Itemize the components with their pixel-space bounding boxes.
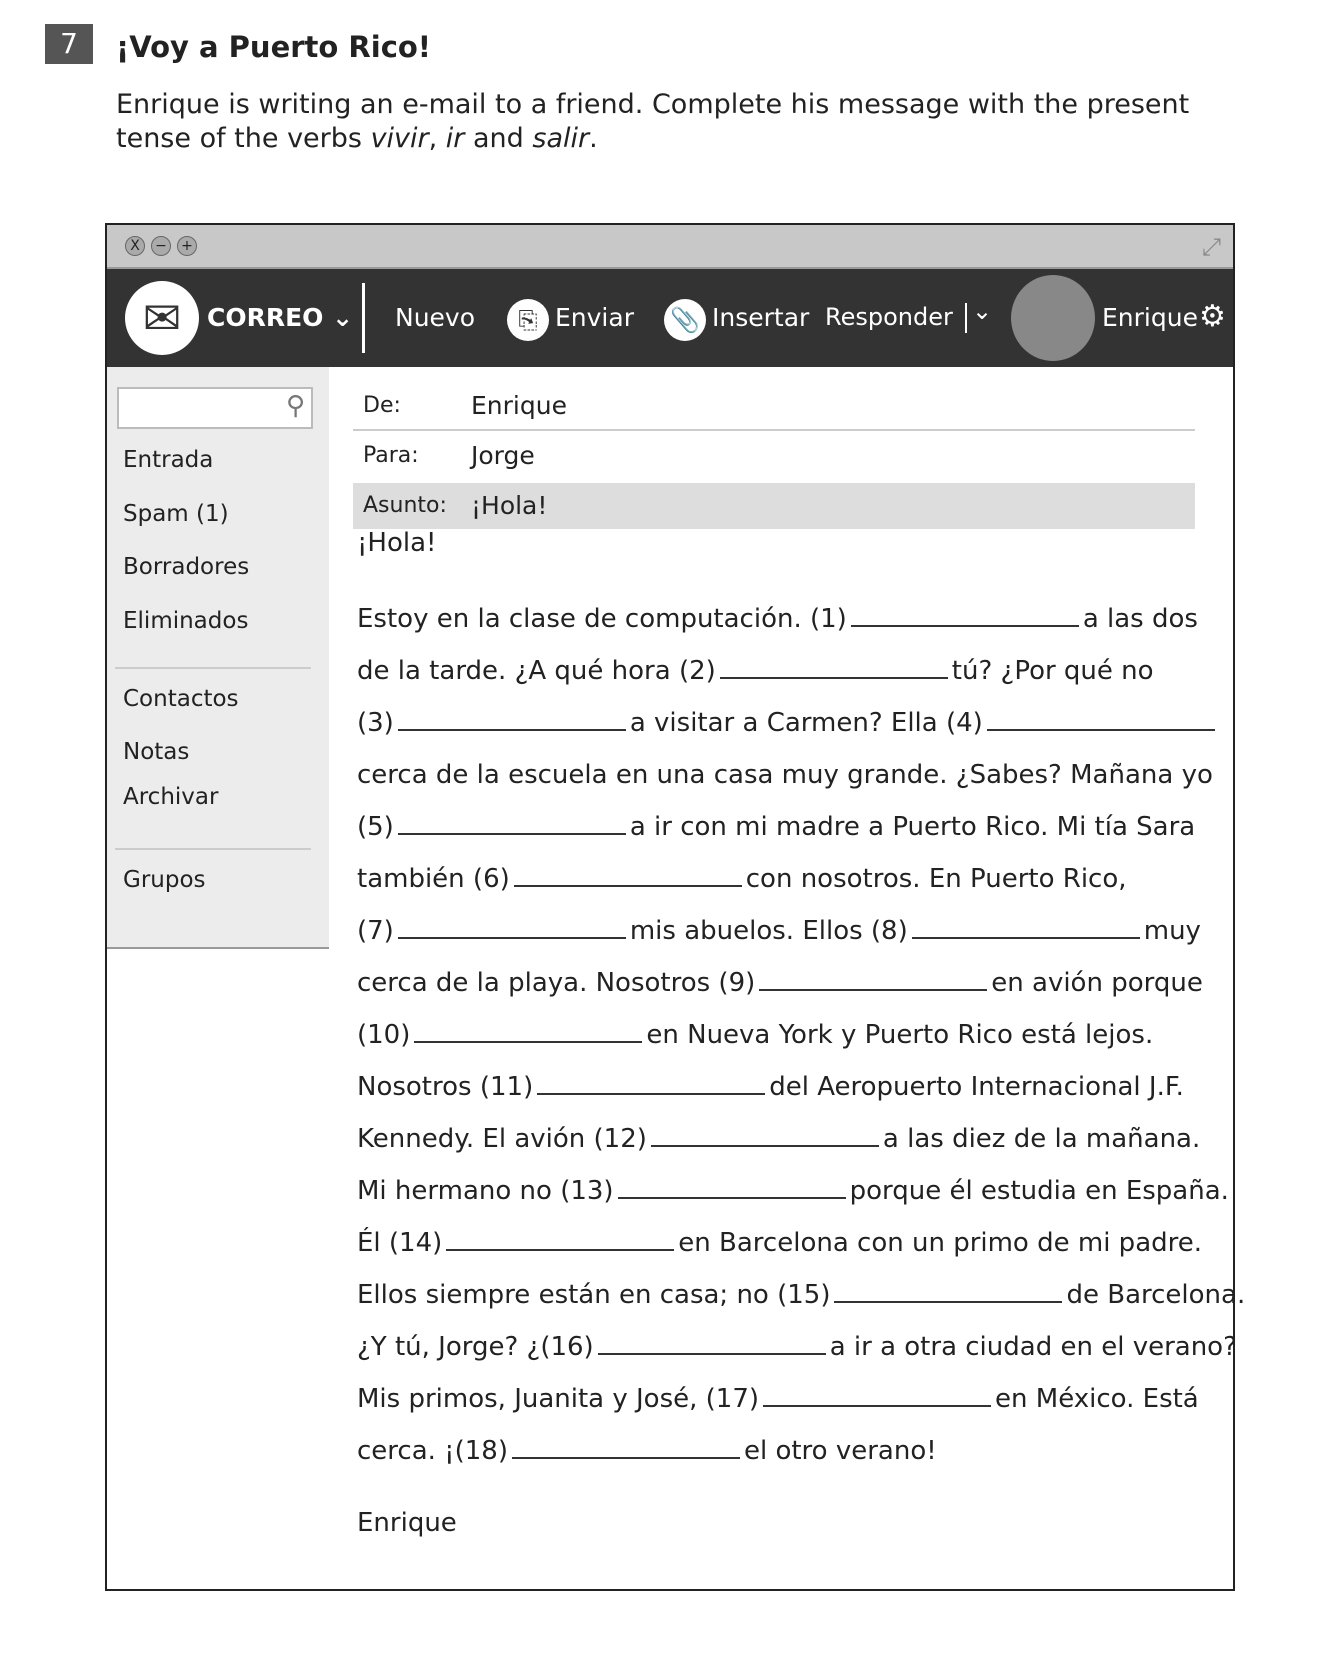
line-text: con nosotros. En Puerto Rico, xyxy=(745,864,1127,894)
exercise-number: 7 xyxy=(45,24,93,64)
message-line xyxy=(357,801,1207,853)
message-line xyxy=(357,1217,1207,1269)
line-text: Ellos siempre están en casa; no (15) xyxy=(357,1280,831,1310)
app-menu[interactable]: CORREO ⌄ xyxy=(207,303,354,332)
expand-icon[interactable]: ⤢ xyxy=(1201,233,1221,261)
mail-icon: ✉ xyxy=(125,281,199,355)
sidebar-item-borradores[interactable]: Borradores xyxy=(123,554,250,580)
chevron-down-icon: ⌄ xyxy=(332,303,354,332)
line-text: cerca de la escuela en una casa muy grande. ¿Sabes? Mañana yo xyxy=(357,760,1213,790)
line-text: ¿Y tú, Jorge? ¿(16) xyxy=(357,1332,594,1362)
answer-blank[interactable] xyxy=(912,917,1140,939)
line-text: (7) xyxy=(357,916,394,946)
message-body xyxy=(357,517,1246,1549)
message-line xyxy=(357,749,1213,801)
message-line xyxy=(357,1113,1207,1165)
enviar-button[interactable]: Enviar xyxy=(555,303,634,332)
line-text: de la tarde. ¿A qué hora (2) xyxy=(357,656,716,686)
message-line xyxy=(357,1373,1207,1425)
answer-blank[interactable] xyxy=(763,1385,991,1407)
line-text: de Barcelona. xyxy=(1066,1280,1246,1310)
answer-blank[interactable] xyxy=(398,709,626,731)
line-text: porque él estudia en España. xyxy=(849,1176,1229,1206)
sidebar-item-eliminados[interactable]: Eliminados xyxy=(123,608,249,634)
title-bar xyxy=(107,225,1233,269)
line-text: Kennedy. El avión (12) xyxy=(357,1124,647,1154)
answer-blank[interactable] xyxy=(537,1073,765,1095)
line-text: también (6) xyxy=(357,864,510,894)
line-text: cerca. ¡(18) xyxy=(357,1436,508,1466)
paperclip-icon: 📎 xyxy=(664,299,706,341)
user-name[interactable]: Enrique xyxy=(1102,303,1198,332)
line-text: a las dos xyxy=(1082,604,1198,634)
sidebar-item-archivar[interactable]: Archivar xyxy=(123,784,219,810)
line-text: Nosotros (11) xyxy=(357,1072,534,1102)
line-text: en Nueva York y Puerto Rico está lejos. xyxy=(646,1020,1154,1050)
line-text: mis abuelos. Ellos (8) xyxy=(629,916,908,946)
message-line xyxy=(357,1061,1207,1113)
line-text: en México. Está xyxy=(995,1384,1199,1414)
sidebar xyxy=(107,367,329,949)
sidebar-item-grupos[interactable]: Grupos xyxy=(123,867,206,893)
divider xyxy=(115,848,311,850)
message-line xyxy=(357,1321,1237,1373)
send-icon: ⎘ xyxy=(507,299,549,341)
line-text: a visitar a Carmen? Ella (4) xyxy=(629,708,983,738)
answer-blank[interactable] xyxy=(987,709,1215,731)
divider xyxy=(362,283,365,353)
answer-blank[interactable] xyxy=(414,1021,642,1043)
line-text: (3) xyxy=(357,708,394,738)
line-text: Mis primos, Juanita y José, (17) xyxy=(357,1384,760,1414)
message-line xyxy=(357,957,1207,1009)
close-button[interactable]: X xyxy=(125,236,145,256)
avatar xyxy=(1011,275,1095,361)
search-icon: ⚲ xyxy=(285,391,305,421)
message-line xyxy=(357,645,1207,697)
message-line xyxy=(357,1009,1207,1061)
subject-field[interactable]: Asunto: ¡Hola! xyxy=(353,483,1195,529)
responder-button[interactable]: Responder xyxy=(825,303,953,331)
line-text: (5) xyxy=(357,812,394,842)
nuevo-button[interactable]: Nuevo xyxy=(395,303,476,332)
line-text: en Barcelona con un primo de mi padre. xyxy=(678,1228,1203,1258)
message-line xyxy=(357,593,1207,645)
line-text: a ir a otra ciudad en el verano? xyxy=(829,1332,1237,1362)
from-field: De: Enrique xyxy=(353,383,1195,431)
line-text: el otro verano! xyxy=(743,1436,937,1466)
line-text: del Aeropuerto Internacional J.F. xyxy=(769,1072,1184,1102)
line-text: cerca de la playa. Nosotros (9) xyxy=(357,968,756,998)
answer-blank[interactable] xyxy=(851,605,1079,627)
answer-blank[interactable] xyxy=(598,1333,826,1355)
answer-blank[interactable] xyxy=(398,813,626,835)
maximize-button[interactable]: + xyxy=(177,236,197,256)
line-text: Mi hermano no (13) xyxy=(357,1176,614,1206)
line-text: Él (14) xyxy=(357,1228,443,1258)
instructions: Enrique is writing an e-mail to a friend. Complete his message with the present tense of the verbs vivir, ir and salir. xyxy=(116,89,1190,154)
signature: Enrique xyxy=(357,1508,457,1538)
answer-blank[interactable] xyxy=(514,865,742,887)
line-text: muy xyxy=(1143,916,1201,946)
sidebar-item-notas[interactable]: Notas xyxy=(123,739,190,765)
answer-blank[interactable] xyxy=(759,969,987,991)
answer-blank[interactable] xyxy=(446,1229,674,1251)
responder-separator xyxy=(965,303,967,333)
toolbar xyxy=(107,269,1233,367)
message-line xyxy=(357,697,1207,749)
email-window xyxy=(105,223,1246,1591)
answer-blank[interactable] xyxy=(720,657,948,679)
line-text: en avión porque xyxy=(991,968,1203,998)
answer-blank[interactable] xyxy=(398,917,626,939)
message-line xyxy=(357,853,1207,905)
answer-blank[interactable] xyxy=(512,1437,740,1459)
message-line xyxy=(357,1425,1207,1477)
line-text: Estoy en la clase de computación. (1) xyxy=(357,604,847,634)
insertar-button[interactable]: Insertar xyxy=(712,303,810,332)
answer-blank[interactable] xyxy=(618,1177,846,1199)
chevron-down-icon[interactable]: ⌄ xyxy=(972,297,993,325)
line-text: tú? ¿Por qué no xyxy=(951,656,1154,686)
gear-icon[interactable]: ⚙ xyxy=(1199,299,1226,334)
search-input[interactable] xyxy=(117,387,313,429)
sidebar-item-spam[interactable]: Spam (1) xyxy=(123,501,229,527)
to-field[interactable]: Para: Jorge xyxy=(363,441,535,470)
minimize-button[interactable]: − xyxy=(151,236,171,256)
message-line xyxy=(357,905,1207,957)
line-text: a ir con mi madre a Puerto Rico. Mi tía Sara xyxy=(629,812,1196,842)
sidebar-item-entrada[interactable]: Entrada xyxy=(123,447,214,473)
message-line xyxy=(357,1165,1229,1217)
sidebar-item-contactos[interactable]: Contactos xyxy=(123,686,239,712)
exercise-title: ¡Voy a Puerto Rico! xyxy=(116,30,432,64)
answer-blank[interactable] xyxy=(651,1125,879,1147)
message-line xyxy=(357,1269,1246,1321)
greeting: ¡Hola! xyxy=(357,528,437,558)
divider xyxy=(115,667,311,669)
line-text: (10) xyxy=(357,1020,411,1050)
answer-blank[interactable] xyxy=(834,1281,1062,1303)
line-text: a las diez de la mañana. xyxy=(882,1124,1201,1154)
